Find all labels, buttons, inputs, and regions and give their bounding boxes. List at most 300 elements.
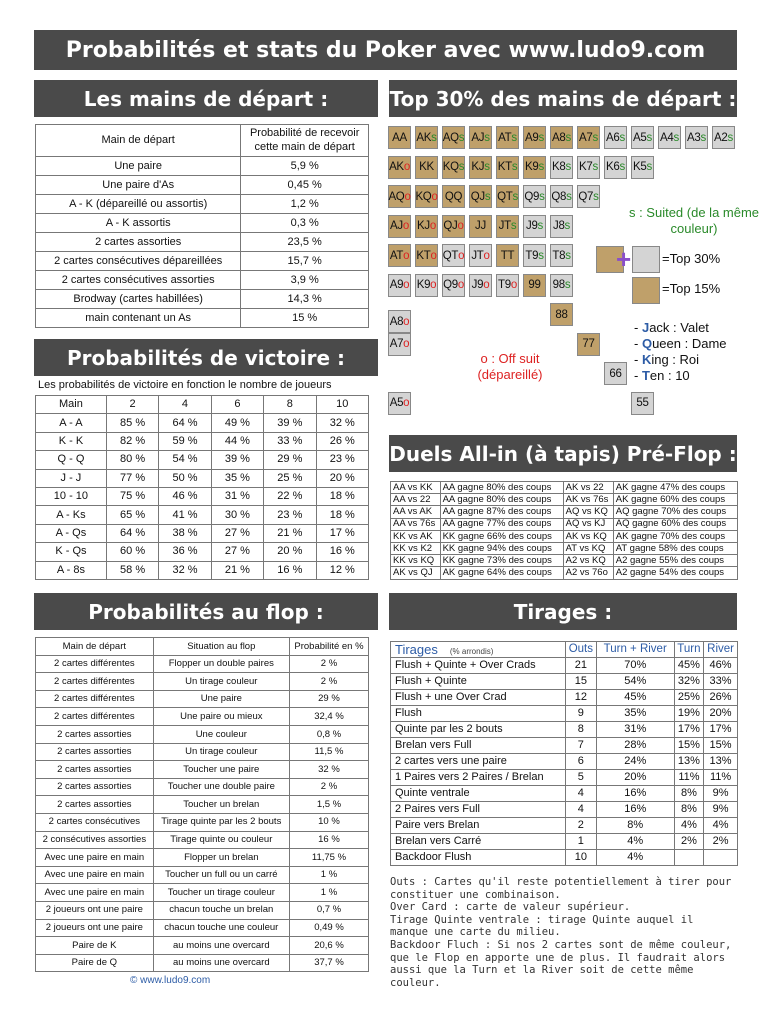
tirages-cell: 5 [566, 770, 597, 786]
tirages-cell: Flush + Quinte + Over Crads [391, 658, 566, 674]
victoire-cell: 65 % [106, 506, 158, 524]
victoire-header-cell: 6 [211, 396, 263, 414]
hand-label: AT [498, 131, 512, 144]
hand-label: QJ [470, 190, 485, 203]
hand-label: A9 [525, 131, 539, 144]
mains-row [36, 176, 369, 195]
hand-cell [388, 392, 411, 415]
hand-label: KK [419, 161, 434, 173]
offsuit-mark: o [403, 338, 410, 350]
hand-label: KJ [417, 220, 430, 232]
tirages-header [391, 642, 738, 658]
tirages-cell: 20% [704, 706, 738, 722]
tirages-cell: 1 [566, 834, 597, 850]
section-header-victoire: Probabilités de victoire : [34, 339, 378, 376]
tirages-cell: 28% [596, 738, 674, 754]
legend-top30: =Top 30% [662, 251, 721, 266]
flop-row [36, 919, 369, 937]
page-title: Probabilités et stats du Poker avec www.ludo9.com [34, 30, 737, 70]
face-text: ueen : Dame [652, 336, 727, 351]
offsuit-mark: o [403, 161, 410, 173]
flop-cell: 2 joueurs ont une paire [36, 919, 154, 937]
copyright: © www.ludo9.com [130, 975, 211, 986]
tirages-header-note: (% arrondis) [449, 647, 494, 656]
tirages-row [391, 786, 738, 802]
tirages-cell: 4% [596, 850, 674, 866]
suited-mark: s [564, 220, 570, 232]
tirages-cell: 13% [674, 754, 703, 770]
hand-label: AJ [390, 220, 403, 232]
duel-result: A2 gagne 55% des coups [613, 555, 737, 567]
hand-cell [415, 215, 438, 238]
suited-mark: s [511, 161, 518, 173]
flop-row [36, 673, 369, 691]
suited-mark: s [592, 161, 598, 173]
flop-cell: Toucher un brelan [153, 796, 289, 814]
flop-row [36, 954, 369, 972]
duel-matchup: A2 vs KQ [563, 555, 613, 567]
tirages-cell: 4 [566, 802, 597, 818]
victoire-header-cell: 8 [264, 396, 316, 414]
tirages-cell: 8% [674, 786, 703, 802]
hand-cell [469, 244, 492, 267]
hand-label: J9 [526, 220, 538, 232]
tirages-cell: 8% [596, 818, 674, 834]
suited-mark: s [565, 131, 571, 144]
hand-cell [523, 156, 546, 179]
victoire-cell: 59 % [159, 432, 211, 450]
flop-cell: 2 cartes consécutives [36, 813, 154, 831]
offsuit-mark: o [402, 220, 409, 232]
plus-icon: + [616, 244, 632, 274]
flop-row [36, 866, 369, 884]
flop-cell: 2 cartes différentes [36, 655, 154, 673]
tirages-note: Over Card : carte de valeur supérieur. [390, 901, 631, 914]
victoire-cell: 18 % [316, 487, 368, 505]
tirages-cell: 24% [596, 754, 674, 770]
hand-cell [523, 215, 546, 238]
victoire-cell: 64 % [159, 414, 211, 432]
hand-cell [550, 303, 573, 326]
victoire-cell: 60 % [106, 543, 158, 561]
victoire-cell: 20 % [316, 469, 368, 487]
hand-cell [415, 126, 438, 149]
hand-label: AQ [442, 131, 459, 144]
flop-cell: 2 cartes différentes [36, 708, 154, 726]
tirages-row [391, 658, 738, 674]
legend-box-top15b [632, 277, 660, 304]
hand-label: T9 [525, 249, 539, 262]
tirages-cell: 17% [674, 722, 703, 738]
victoire-row [36, 469, 369, 487]
hand-cell [523, 126, 546, 149]
duel-matchup: AA vs 22 [391, 494, 441, 506]
tirages-cell: 8 [566, 722, 597, 738]
tirages-cell: 2 Paires vers Full [391, 802, 566, 818]
flop-cell: Avec une paire en main [36, 849, 154, 867]
duel-result: A2 gagne 54% des coups [613, 567, 737, 579]
tirages-cell: 9 [566, 706, 597, 722]
tirages-header-label: Tirages [395, 642, 438, 657]
hand-label: A6 [606, 131, 620, 144]
flop-cell: Une paire [153, 690, 289, 708]
hand-label: JT [498, 220, 511, 232]
duel-result: KK gagne 73% des coups [440, 555, 563, 567]
mains-row [36, 252, 369, 271]
victoire-cell: 23 % [264, 506, 316, 524]
flop-cell: Paire de K [36, 937, 154, 955]
hand-cell [712, 126, 735, 149]
mains-prob: 0,3 % [241, 214, 369, 233]
tirages-cell: 33% [704, 674, 738, 690]
tirages-cell: 16% [596, 786, 674, 802]
flop-cell: 1 % [289, 884, 368, 902]
hand-cell [469, 156, 492, 179]
mains-prob: 14,3 % [241, 290, 369, 309]
duel-row [391, 542, 738, 554]
hand-cell [550, 185, 573, 208]
duel-result: AA gagne 87% des coups [440, 506, 563, 518]
offsuit-mark: o [403, 397, 410, 409]
hand-cell [550, 156, 573, 179]
hand-label: 66 [609, 367, 622, 380]
hand-label: A4 [660, 131, 674, 144]
tirages-note: Outs : Cartes qu'il reste potentiellement à tirer pour constituer une combinaison. [390, 876, 732, 901]
victoire-cell: 54 % [159, 451, 211, 469]
duel-result: AK gagne 47% des coups [613, 482, 737, 494]
tirages-cell: 45% [596, 690, 674, 706]
victoire-cell: 16 % [264, 561, 316, 579]
flop-cell: chacun touche une couleur [153, 919, 289, 937]
hand-cell [469, 185, 492, 208]
duel-row [391, 494, 738, 506]
flop-cell: Tirage quinte par les 2 bouts [153, 813, 289, 831]
suited-mark: s [484, 131, 490, 144]
hand-label: KT [497, 161, 512, 173]
suited-mark: s [538, 131, 544, 144]
flop-cell: au moins une overcard [153, 937, 289, 955]
victoire-header-cell: 10 [316, 396, 368, 414]
tirages-cell: Brelan vers Carré [391, 834, 566, 850]
flop-cell: 29 % [289, 690, 368, 708]
legend-top15: =Top 15% [662, 281, 721, 296]
victoire-cell: K - Qs [36, 543, 107, 561]
tirages-cell: 54% [596, 674, 674, 690]
flop-cell: 2 % [289, 655, 368, 673]
duel-result: AA gagne 80% des coups [440, 482, 563, 494]
hand-cell [388, 244, 411, 267]
hand-cell [388, 126, 411, 149]
tirages-cell: 13% [704, 754, 738, 770]
hand-label: A8 [552, 131, 566, 144]
hand-label: JT [471, 249, 484, 262]
suited-mark: s [619, 131, 625, 144]
mains-prob: 15,7 % [241, 252, 369, 271]
flop-cell: 0,8 % [289, 725, 368, 743]
tirages-row [391, 818, 738, 834]
duel-matchup: AA vs 76s [391, 518, 441, 530]
suited-mark: s [537, 220, 543, 232]
hand-cell [577, 126, 600, 149]
tirages-header-cell [391, 642, 566, 658]
tirages-cell: Brelan vers Full [391, 738, 566, 754]
tirages-cell: 2 [566, 818, 597, 834]
hand-cell [523, 185, 546, 208]
hand-cell [631, 126, 654, 149]
tirages-cell: 21 [566, 658, 597, 674]
victoire-row [36, 432, 369, 450]
victoire-cell: A - 8s [36, 561, 107, 579]
flop-cell: Tirage quinte ou couleur [153, 831, 289, 849]
flop-cell: Toucher un full ou un carré [153, 866, 289, 884]
tirages-cell: 4% [596, 834, 674, 850]
tirages-cell: 35% [596, 706, 674, 722]
mains-hand: main contenant un As [36, 309, 241, 328]
flop-header [36, 638, 369, 656]
flop-cell: Une couleur [153, 725, 289, 743]
victoire-cell: 75 % [106, 487, 158, 505]
flop-cell: Un tirage couleur [153, 673, 289, 691]
mains-prob: 3,9 % [241, 271, 369, 290]
hand-label: AJ [471, 131, 485, 144]
victoire-row [36, 451, 369, 469]
hand-cell [388, 185, 411, 208]
victoire-cell: 38 % [159, 524, 211, 542]
duel-matchup: AA vs AK [391, 506, 441, 518]
duel-matchup: AK vs 76s [563, 494, 613, 506]
suited-mark: s [431, 131, 437, 144]
tirages-cell: 15% [674, 738, 703, 754]
suited-mark: s [565, 249, 571, 262]
victoire-cell: 29 % [264, 451, 316, 469]
suited-mark: s [512, 190, 518, 203]
victoire-cell: A - Qs [36, 524, 107, 542]
hand-cell [496, 215, 519, 238]
victoire-cell: 82 % [106, 432, 158, 450]
tirages-row [391, 770, 738, 786]
victoire-cell: 23 % [316, 451, 368, 469]
hand-cell [415, 185, 438, 208]
victoire-cell: 26 % [316, 432, 368, 450]
suited-mark: s [538, 249, 544, 262]
flop-row [36, 884, 369, 902]
mains-table [35, 124, 369, 328]
victoire-cell: 17 % [316, 524, 368, 542]
face-legend-line: - King : Roi [634, 352, 700, 367]
mains-row [36, 290, 369, 309]
hand-label: AA [392, 131, 407, 144]
hand-label: A7 [579, 131, 593, 144]
flop-cell: Une paire ou mieux [153, 708, 289, 726]
suited-mark: s [565, 161, 571, 173]
offsuit-mark: o [510, 279, 517, 291]
flop-cell: 20,6 % [289, 937, 368, 955]
tirages-cell: Flush + Quinte [391, 674, 566, 690]
victoire-cell: 46 % [159, 487, 211, 505]
flop-cell: 0,49 % [289, 919, 368, 937]
tirages-row [391, 690, 738, 706]
victoire-cell: 41 % [159, 506, 211, 524]
hand-label: Q9 [443, 279, 458, 291]
victoire-cell: 12 % [316, 561, 368, 579]
hand-cell [442, 156, 465, 179]
tirages-cell: 11% [704, 770, 738, 786]
section-header-tirages: Tirages : [389, 593, 737, 630]
face-legend-line: - Ten : 10 [634, 368, 690, 383]
hand-label: T8 [552, 249, 566, 262]
duel-result: AA gagne 80% des coups [440, 494, 563, 506]
face-letter: J [641, 320, 650, 335]
tirages-cell: 45% [674, 658, 703, 674]
flop-cell: Avec une paire en main [36, 884, 154, 902]
tirages-row [391, 754, 738, 770]
hand-label: Q7 [578, 190, 594, 203]
flop-cell: 37,7 % [289, 954, 368, 972]
victoire-table [35, 395, 369, 580]
face-legend-line: - Queen : Dame [634, 336, 727, 351]
duel-result: AK gagne 60% des coups [613, 494, 737, 506]
flop-cell: 2 cartes assorties [36, 725, 154, 743]
duel-row [391, 482, 738, 494]
section-header-top30: Top 30% des mains de départ : [389, 80, 737, 117]
victoire-cell: 44 % [211, 432, 263, 450]
hand-label: 77 [582, 338, 595, 350]
hand-cell [496, 156, 519, 179]
flop-cell: 2 cartes différentes [36, 690, 154, 708]
tirages-cell: 2 cartes vers une paire [391, 754, 566, 770]
tirages-cell: 8% [674, 802, 703, 818]
hand-label: K8 [552, 161, 566, 173]
hand-label: KQ [442, 161, 459, 173]
flop-cell: 0,7 % [289, 901, 368, 919]
victoire-cell: 18 % [316, 506, 368, 524]
victoire-cell: 80 % [106, 451, 158, 469]
hand-label: A7 [389, 338, 404, 350]
victoire-cell: 27 % [211, 524, 263, 542]
hand-cell [496, 274, 519, 297]
victoire-row [36, 506, 369, 524]
hand-cell [550, 244, 573, 267]
duel-row [391, 518, 738, 530]
victoire-cell: 20 % [264, 543, 316, 561]
hand-label: J9 [471, 279, 484, 291]
duel-matchup: KK vs KQ [391, 555, 441, 567]
flop-cell: 2 cartes différentes [36, 673, 154, 691]
hand-cell [388, 274, 411, 297]
tirages-header-cell: Turn [674, 642, 703, 658]
victoire-cell: 64 % [106, 524, 158, 542]
suited-mark: s [458, 161, 465, 173]
suited-mark: s [484, 190, 491, 203]
flop-cell: Un tirage couleur [153, 743, 289, 761]
flop-cell: 2 % [289, 673, 368, 691]
tirages-row [391, 802, 738, 818]
hand-cell [496, 185, 519, 208]
mains-prob: 23,5 % [241, 233, 369, 252]
duel-result: AQ gagne 60% des coups [613, 518, 737, 530]
face-text: ing : Roi [651, 352, 700, 367]
hand-cell [442, 244, 465, 267]
tirages-cell: 4% [674, 818, 703, 834]
flop-row [36, 708, 369, 726]
flop-cell: au moins une overcard [153, 954, 289, 972]
hand-label: KQ [415, 190, 432, 203]
suited-mark: s [673, 131, 679, 144]
duel-matchup: AT vs KQ [563, 542, 613, 554]
duel-result: AK gagne 70% des coups [613, 530, 737, 542]
tirages-cell: 25% [674, 690, 703, 706]
victoire-row [36, 524, 369, 542]
hand-cell [604, 362, 627, 385]
tirages-row [391, 722, 738, 738]
duel-matchup: AK vs KQ [563, 530, 613, 542]
victoire-cell: 30 % [211, 506, 263, 524]
offsuit-mark: o [403, 279, 410, 291]
mains-row [36, 214, 369, 233]
hand-label: 99 [528, 279, 541, 291]
tirages-cell: 2% [674, 834, 703, 850]
flop-cell: 1 % [289, 866, 368, 884]
flop-row [36, 725, 369, 743]
mains-hand: 2 cartes consécutives assorties [36, 271, 241, 290]
mains-row [36, 195, 369, 214]
offsuit-mark: o [403, 315, 410, 328]
tirages-cell: 12 [566, 690, 597, 706]
hand-label: Q8 [551, 190, 567, 203]
mains-hand: 2 cartes consécutives dépareillées [36, 252, 241, 271]
suited-mark: s [458, 131, 465, 144]
hand-cell [631, 392, 654, 415]
duel-result: AT gagne 58% des coups [613, 542, 737, 554]
offsuit-mark: o [430, 279, 437, 291]
victoire-cell: 27 % [211, 543, 263, 561]
suited-mark: s [700, 131, 706, 144]
offsuit-mark: o [483, 249, 490, 262]
tirages-cell: 4% [704, 818, 738, 834]
hand-label: K9 [416, 279, 431, 291]
victoire-cell: 21 % [211, 561, 263, 579]
hand-label: A3 [687, 131, 701, 144]
tirages-row [391, 834, 738, 850]
hand-label: J8 [553, 220, 565, 232]
duel-row [391, 506, 738, 518]
victoire-cell: 32 % [159, 561, 211, 579]
victoire-cell: A - A [36, 414, 107, 432]
flop-cell: Toucher un tirage couleur [153, 884, 289, 902]
victoire-header-cell: Main [36, 396, 107, 414]
flop-header-cell: Main de départ [36, 638, 154, 656]
hand-cell [604, 126, 627, 149]
face-cards-legend [634, 320, 727, 384]
tirages-cell: 31% [596, 722, 674, 738]
tirages-cell: 7 [566, 738, 597, 754]
hand-cell [442, 274, 465, 297]
victoire-cell: 22 % [264, 487, 316, 505]
hand-cell [685, 126, 708, 149]
flop-cell: 32 % [289, 761, 368, 779]
victoire-cell: 77 % [106, 469, 158, 487]
hand-label: AQ [388, 190, 405, 203]
victoire-cell: 16 % [316, 543, 368, 561]
suited-mark: s [484, 161, 490, 173]
tirages-cell: 2% [704, 834, 738, 850]
face-letter: T [641, 368, 650, 383]
tirages-cell: 16% [596, 802, 674, 818]
suited-mark: s [619, 161, 625, 173]
hand-label: 88 [555, 308, 568, 321]
hand-cell [469, 274, 492, 297]
flop-table [35, 637, 369, 972]
